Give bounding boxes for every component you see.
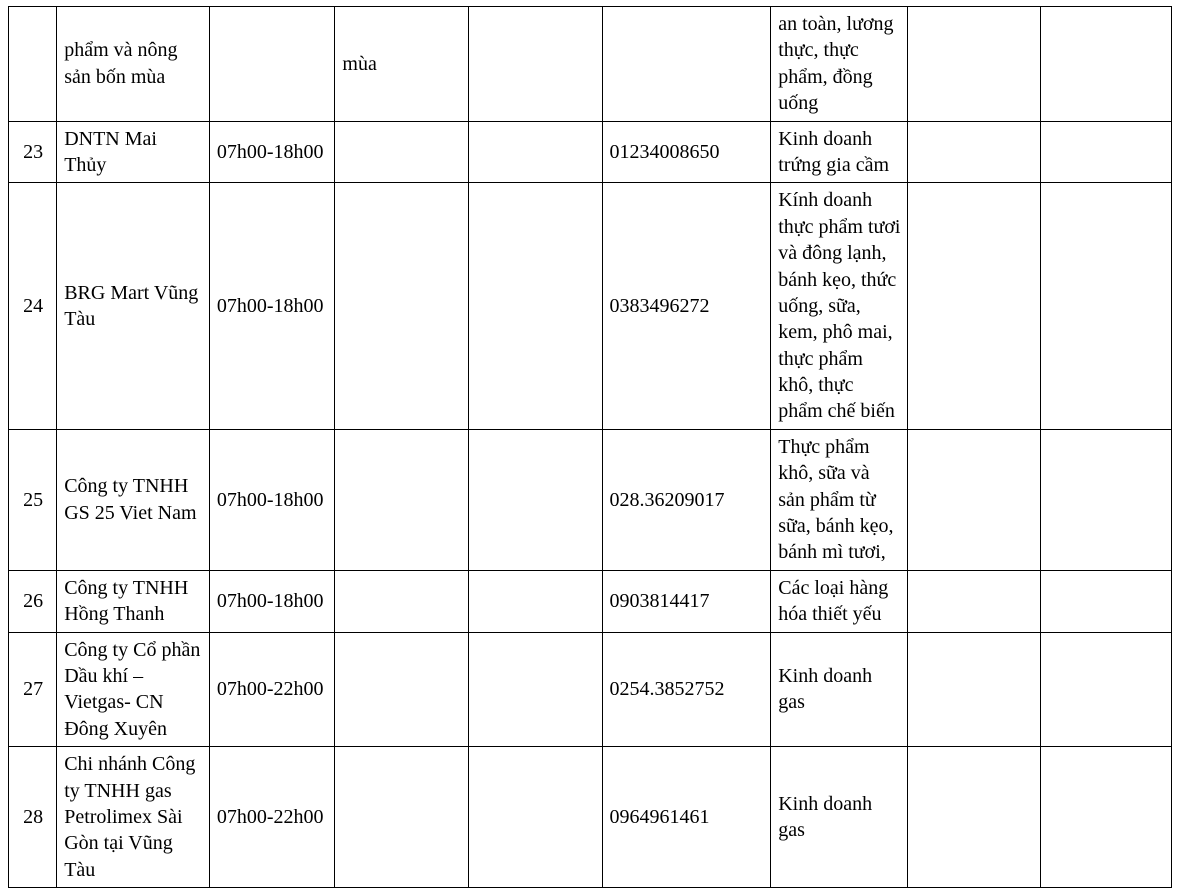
cell-index: 25 xyxy=(9,429,57,570)
cell-col9 xyxy=(1041,183,1172,430)
cell-hours: 07h00-18h00 xyxy=(209,121,335,183)
cell-phone: 01234008650 xyxy=(602,121,771,183)
cell-index: 26 xyxy=(9,570,57,632)
cell-phone: 0964961461 xyxy=(602,747,771,888)
cell-phone: 0383496272 xyxy=(602,183,771,430)
cell-goods: Kinh doanh gas xyxy=(771,747,908,888)
table-row xyxy=(9,429,1172,570)
cell-col4: mùa xyxy=(335,7,469,122)
cell-hours: 07h00-22h00 xyxy=(209,632,335,747)
table-row xyxy=(9,632,1172,747)
cell-index xyxy=(9,7,57,122)
cell-hours: 07h00-18h00 xyxy=(209,183,335,430)
cell-col9 xyxy=(1041,632,1172,747)
table-row xyxy=(9,747,1172,888)
cell-col4 xyxy=(335,183,469,430)
cell-business-name: Công ty Cổ phần Dầu khí – Vietgas- CN Đông Xuyên xyxy=(57,632,210,747)
cell-phone xyxy=(602,7,771,122)
table-row xyxy=(9,7,1172,122)
cell-hours: 07h00-18h00 xyxy=(209,570,335,632)
cell-col9 xyxy=(1041,747,1172,888)
cell-hours xyxy=(209,7,335,122)
cell-col8 xyxy=(907,747,1041,888)
cell-col8 xyxy=(907,121,1041,183)
cell-goods: an toàn, lương thực, thực phẩm, đồng uống xyxy=(771,7,908,122)
cell-business-name: Công ty TNHH Hồng Thanh xyxy=(57,570,210,632)
business-list-table xyxy=(8,6,1172,888)
cell-col9 xyxy=(1041,121,1172,183)
cell-col8 xyxy=(907,7,1041,122)
cell-index: 28 xyxy=(9,747,57,888)
cell-col8 xyxy=(907,429,1041,570)
cell-col5 xyxy=(468,747,602,888)
cell-col5 xyxy=(468,121,602,183)
cell-business-name: DNTN Mai Thủy xyxy=(57,121,210,183)
cell-goods: Kinh doanh trứng gia cầm xyxy=(771,121,908,183)
cell-phone: 0903814417 xyxy=(602,570,771,632)
cell-goods: Kinh doanh gas xyxy=(771,632,908,747)
cell-col4 xyxy=(335,570,469,632)
cell-col8 xyxy=(907,632,1041,747)
table-row xyxy=(9,121,1172,183)
cell-business-name: Chi nhánh Công ty TNHH gas Petrolimex Sài Gòn tại Vũng Tàu xyxy=(57,747,210,888)
cell-col5 xyxy=(468,632,602,747)
cell-col4 xyxy=(335,747,469,888)
cell-col9 xyxy=(1041,7,1172,122)
cell-col9 xyxy=(1041,570,1172,632)
cell-col9 xyxy=(1041,429,1172,570)
cell-col5 xyxy=(468,429,602,570)
cell-index: 23 xyxy=(9,121,57,183)
cell-col8 xyxy=(907,570,1041,632)
cell-goods: Các loại hàng hóa thiết yếu xyxy=(771,570,908,632)
table-row xyxy=(9,183,1172,430)
cell-goods: Kính doanh thực phẩm tươi và đông lạnh, bánh kẹo, thức uống, sữa, kem, phô mai, thực phẩm khô, thực phẩm chế biến xyxy=(771,183,908,430)
cell-business-name: phẩm và nông sản bốn mùa xyxy=(57,7,210,122)
cell-phone: 028.36209017 xyxy=(602,429,771,570)
table-row xyxy=(9,570,1172,632)
cell-phone: 0254.3852752 xyxy=(602,632,771,747)
cell-business-name: Công ty TNHH GS 25 Viet Nam xyxy=(57,429,210,570)
cell-hours: 07h00-22h00 xyxy=(209,747,335,888)
cell-col4 xyxy=(335,632,469,747)
cell-business-name: BRG Mart Vũng Tàu xyxy=(57,183,210,430)
cell-col5 xyxy=(468,570,602,632)
cell-col5 xyxy=(468,7,602,122)
cell-index: 27 xyxy=(9,632,57,747)
cell-col4 xyxy=(335,429,469,570)
cell-index: 24 xyxy=(9,183,57,430)
cell-hours: 07h00-18h00 xyxy=(209,429,335,570)
cell-col4 xyxy=(335,121,469,183)
cell-col5 xyxy=(468,183,602,430)
cell-col8 xyxy=(907,183,1041,430)
cell-goods: Thực phẩm khô, sữa và sản phẩm từ sữa, bánh kẹo, bánh mì tươi, xyxy=(771,429,908,570)
